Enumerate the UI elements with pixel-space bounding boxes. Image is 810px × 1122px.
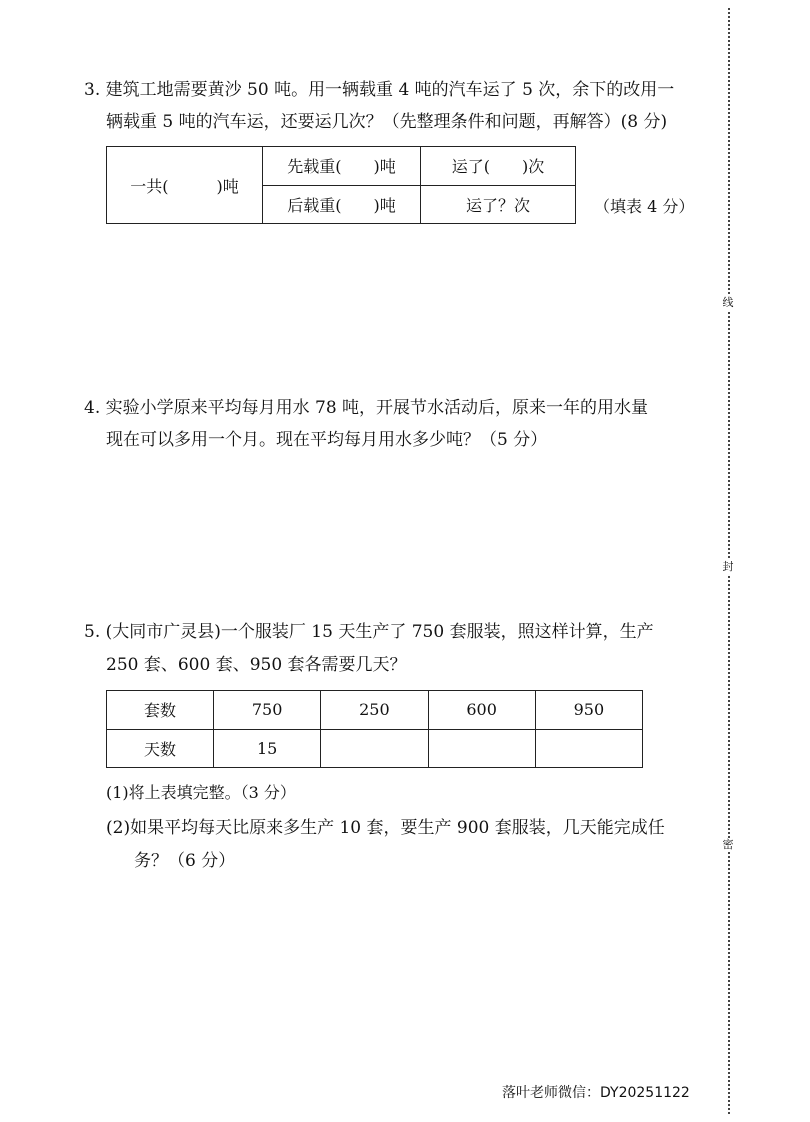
q5-text-line-2: 250 套、600 套、950 套各需要几天？: [106, 655, 407, 675]
q3-first-trips-cell[interactable]: 运了( )次: [421, 147, 576, 186]
q5-sub-question-1: (1)将上表填完整。（3 分）: [106, 783, 296, 802]
q5-production-table: [106, 690, 643, 768]
margin-mark-line: 线: [722, 296, 734, 309]
q4-text-line-1: 4. 实验小学原来平均每月用水 78 吨，开展节水活动后，原来一年的用水量: [84, 398, 649, 418]
table-row: [107, 729, 643, 768]
q5-sets-750: 750: [214, 691, 321, 730]
margin-mark-seal: 封: [722, 560, 734, 573]
q5-days-blank-250[interactable]: [321, 729, 428, 768]
q5-header-sets: 套数: [107, 691, 214, 730]
q3-total-cell[interactable]: 一共( )吨: [107, 147, 263, 224]
q3-text-line-1: 3. 建筑工地需要黄沙 50 吨。用一辆载重 4 吨的汽车运了 5 次，余下的改用一: [84, 80, 675, 100]
footer-contact: 落叶老师微信：DY20251122: [502, 1085, 690, 1101]
q5-days-15: 15: [214, 729, 321, 768]
q3-condition-table: [106, 146, 576, 224]
table-row: [107, 691, 643, 730]
q4-text-line-2: 现在可以多用一个月。现在平均每月用水多少吨？（5 分）: [106, 430, 548, 450]
margin-mark-secret: 密: [722, 838, 734, 851]
q3-first-load-cell[interactable]: 先载重( )吨: [263, 147, 421, 186]
q3-second-trips-cell: 运了？次: [421, 185, 576, 224]
q3-second-load-cell[interactable]: 后载重( )吨: [263, 185, 421, 224]
q3-text-line-2: 辆载重 5 吨的汽车运，还要运几次？（先整理条件和问题，再解答）(8 分): [106, 112, 668, 132]
q5-days-blank-950[interactable]: [535, 729, 642, 768]
q3-table-note: （填表 4 分）: [594, 197, 695, 216]
q5-sets-250: 250: [321, 691, 428, 730]
q5-sub-question-2-line-1: (2)如果平均每天比原来多生产 10 套，要生产 900 套服装，几天能完成任: [106, 818, 665, 838]
q5-sets-600: 600: [428, 691, 535, 730]
q5-text-line-1: 5. (大同市广灵县)一个服装厂 15 天生产了 750 套服装，照这样计算，生产: [84, 622, 654, 642]
q5-sets-950: 950: [535, 691, 642, 730]
q5-days-blank-600[interactable]: [428, 729, 535, 768]
q5-sub-question-2-line-2: 务？（6 分）: [134, 851, 236, 871]
q5-header-days: 天数: [107, 729, 214, 768]
